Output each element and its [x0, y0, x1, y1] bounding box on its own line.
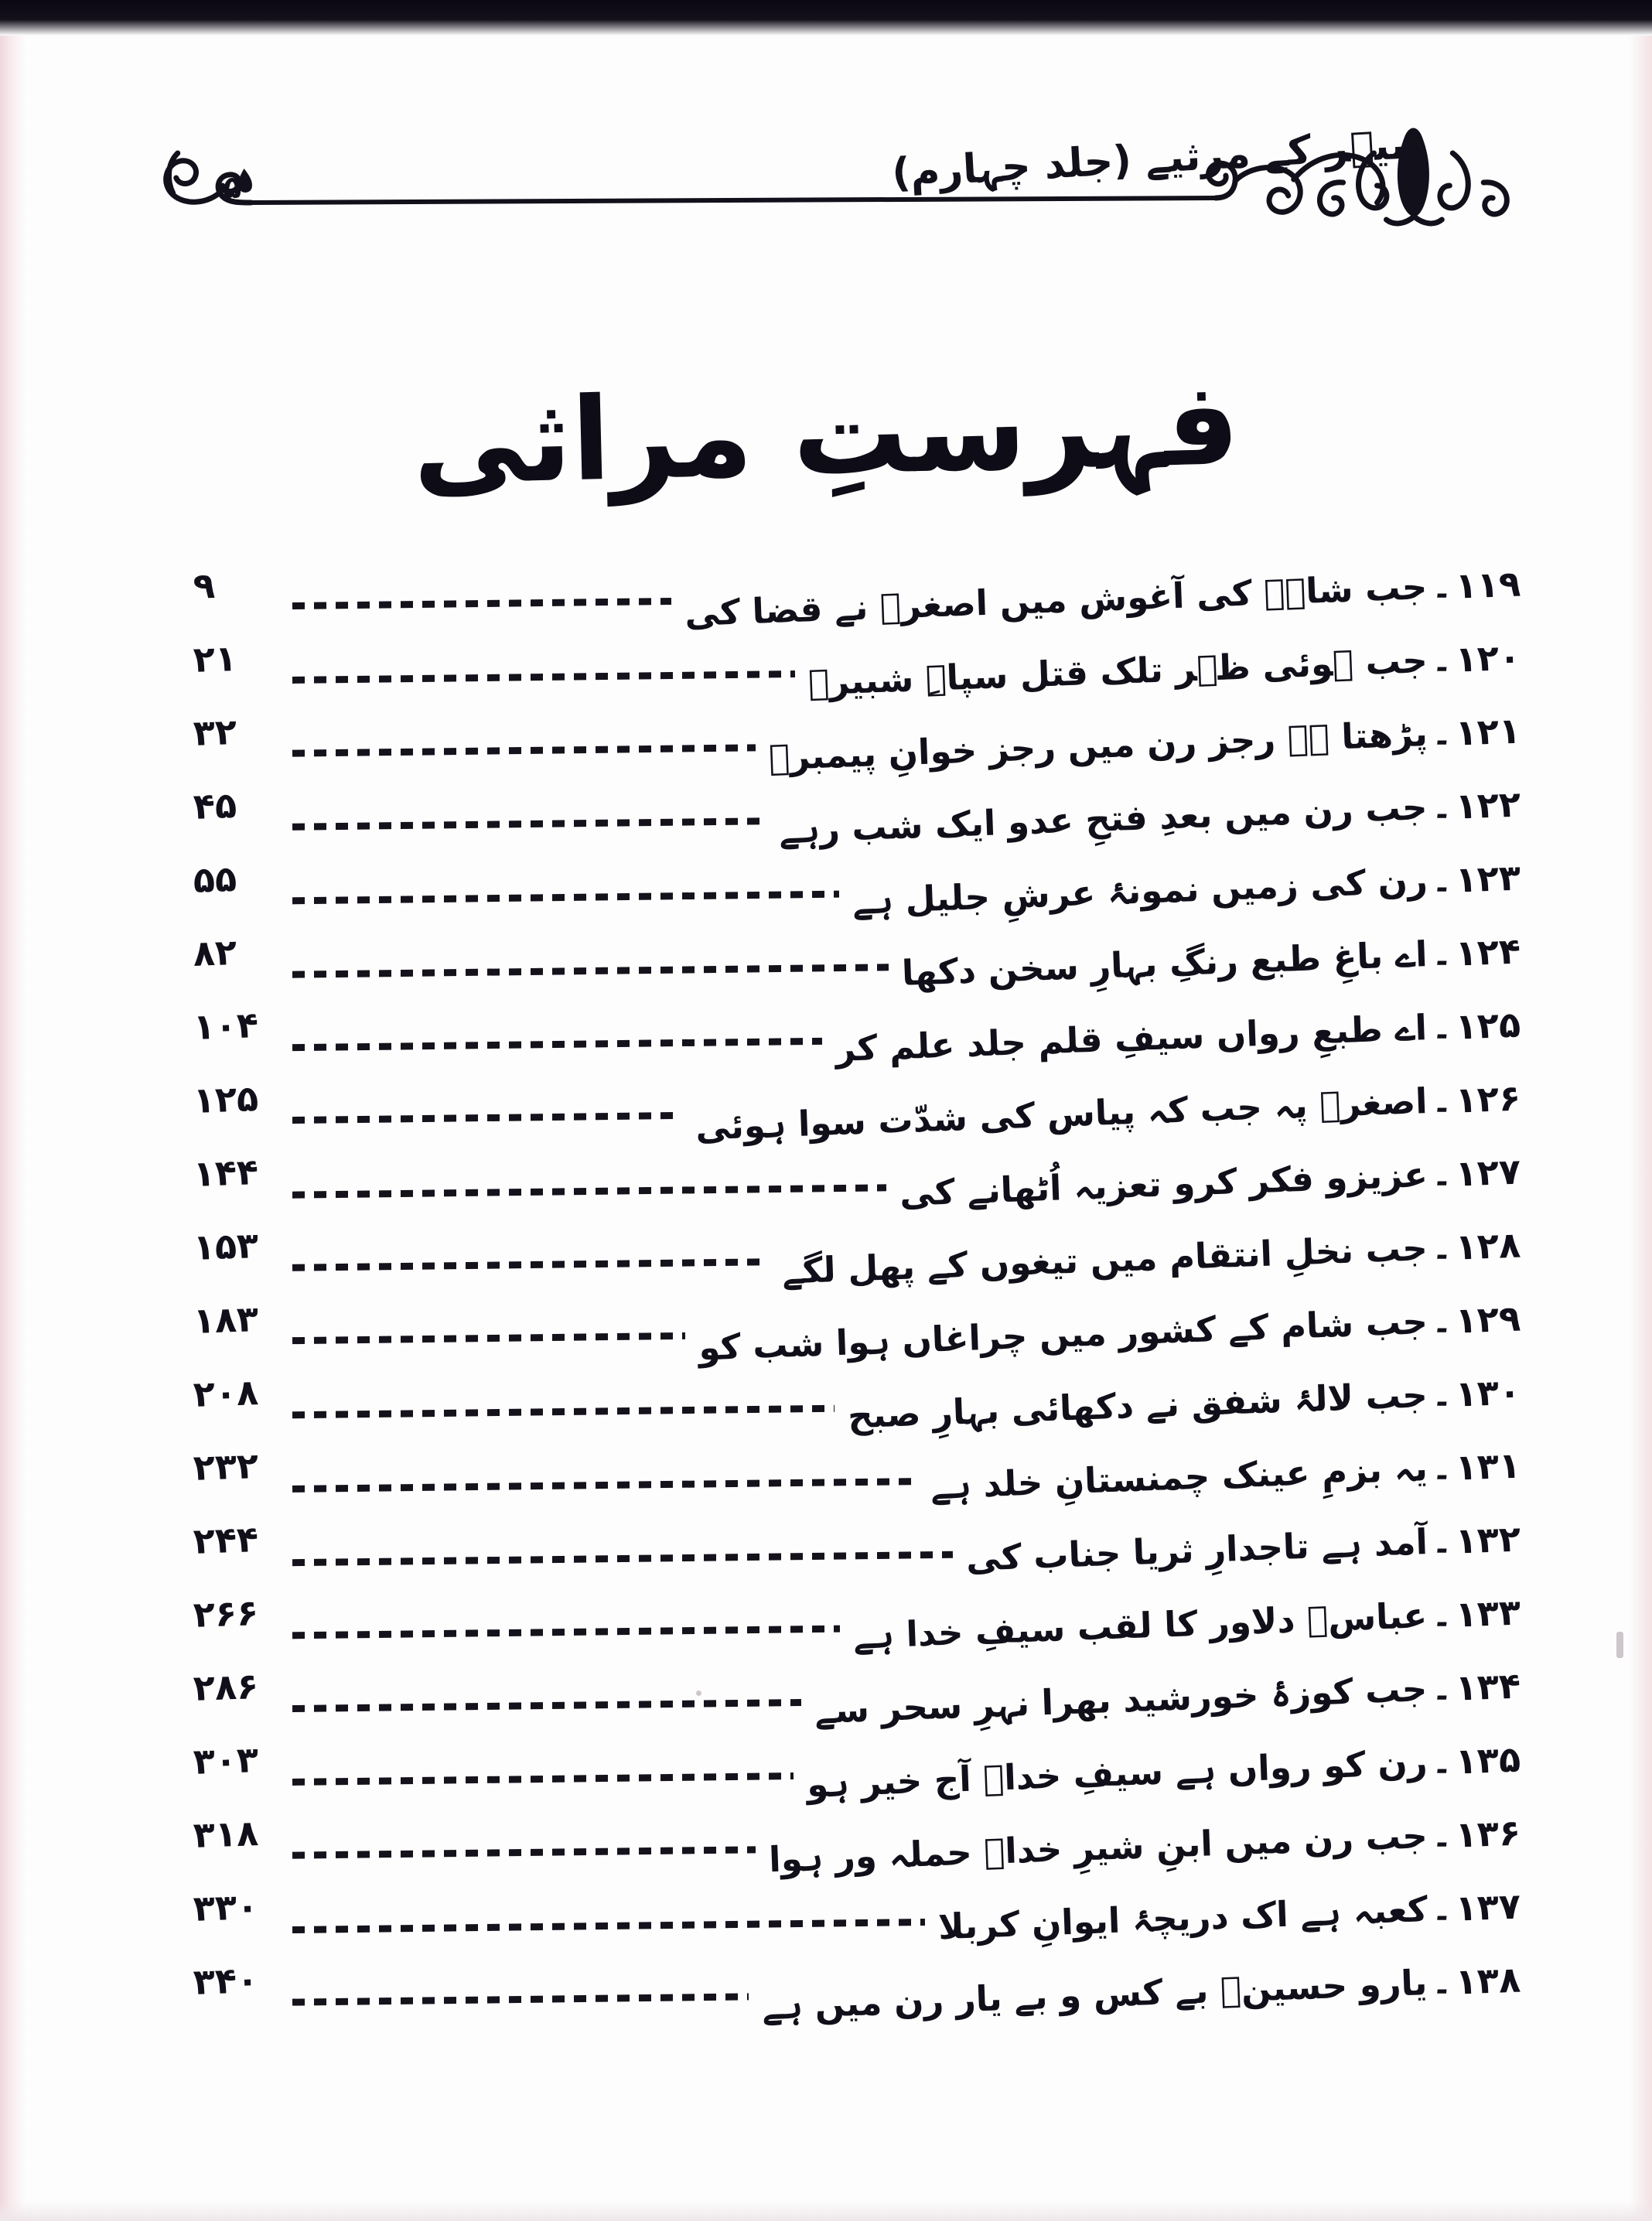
- toc-page-number: ۳۲: [192, 710, 237, 754]
- toc-dot-leader: [292, 1983, 749, 2011]
- toc-page-number: ۲۴۴: [192, 1517, 259, 1562]
- toc-entry-title: جب شام کے کشور میں چراغاں ہوا شب کو: [698, 1301, 1428, 1369]
- toc-dot-leader: [292, 1542, 953, 1570]
- toc-entry-number: ۱۲۱: [1454, 709, 1521, 754]
- toc-entry-number: ۱۳۱: [1454, 1444, 1521, 1489]
- toc-page-number: ۳۰۳: [192, 1738, 259, 1783]
- scan-artifact-right-edge: [1629, 0, 1652, 2221]
- toc-entry-number: ۱۳۲: [1454, 1517, 1521, 1562]
- toc-entry-separator: ۔: [1431, 1666, 1452, 1708]
- toc-entry-separator: ۔: [1431, 931, 1452, 973]
- toc-dot-leader: [292, 1322, 685, 1349]
- toc-page-number: ۴۵: [192, 783, 237, 827]
- toc-dot-leader: [292, 734, 756, 762]
- toc-entry-title: اصغرؑ پہ جب کہ پیاس کی شدّت سوا ہوئی: [695, 1080, 1428, 1148]
- toc-entry-title: جب ہوئی ظہر تلک قتل سپاہِ شبیرؑ: [807, 640, 1428, 704]
- toc-dot-leader: [292, 1175, 886, 1203]
- toc-entry-title: جب لالۂ شفق نے دکھائی بہارِ صبح: [847, 1374, 1428, 1437]
- toc-dot-leader: [292, 1248, 769, 1276]
- toc-row[interactable]: [192, 541, 1521, 635]
- toc-entry-number: ۱۲۴: [1454, 930, 1521, 974]
- toc-page-number: ۱۲۵: [192, 1076, 259, 1121]
- toc-entry-title: جب شاہؑ کی آغوش میں اصغرؑ نے قضا کی: [684, 566, 1428, 635]
- toc-entry-separator: ۔: [1431, 1225, 1452, 1267]
- scan-artifact-bottom-edge: [0, 2201, 1652, 2221]
- toc-entry-separator: ۔: [1431, 1813, 1452, 1854]
- toc-entry-number: ۱۳۳: [1454, 1591, 1521, 1636]
- toc-row[interactable]: [192, 1570, 1521, 1657]
- toc-page-number: ۱۰۴: [192, 1003, 259, 1048]
- toc-page-number: ۲۱: [192, 636, 237, 681]
- toc-entry-separator: ۔: [1431, 1592, 1452, 1634]
- toc-entry-number: ۱۲۹: [1454, 1297, 1521, 1342]
- toc-entry-number: ۱۲۷: [1454, 1150, 1521, 1195]
- toc-page-number: ۳۳۰: [192, 1885, 259, 1929]
- toc-entry-number: ۱۲۲: [1454, 783, 1521, 827]
- toc-entry-number: ۱۲۳: [1454, 856, 1521, 901]
- toc-entry-number: ۱۳۶: [1454, 1811, 1521, 1856]
- toc-page-number: ۹: [192, 564, 216, 607]
- toc-entry-title: عزیزو فکر کرو تعزیہ اُٹھانے کی: [898, 1154, 1428, 1215]
- toc-row[interactable]: [192, 982, 1521, 1070]
- toc-page-number: ۲۰۸: [192, 1370, 259, 1415]
- toc-entry-title: جب رن میں ابنِ شیرِ خداؑ حملہ ور ہوا: [768, 1815, 1428, 1881]
- toc-dot-leader: [292, 954, 889, 982]
- toc-dot-leader: [292, 1395, 835, 1423]
- toc-entry-number: ۱۲۶: [1454, 1076, 1521, 1121]
- toc-dot-leader: [292, 1028, 822, 1056]
- toc-dot-leader: [292, 1615, 840, 1643]
- toc-entry-title: کعبہ ہے اک دریچۂ ایوانِ کربلا: [937, 1888, 1428, 1948]
- toc-dot-leader: [292, 807, 766, 835]
- toc-page-number: ۲۳۲: [192, 1444, 259, 1489]
- toc-entry-separator: ۔: [1431, 858, 1452, 899]
- toc-entry-separator: ۔: [1431, 1151, 1452, 1193]
- page-title: فہرستِ مراثی: [411, 357, 1241, 511]
- toc-page-number: ۱۸۳: [192, 1297, 259, 1342]
- toc-entry-title: اے طبعِ رواں سیفِ قلم جلد علم کر: [835, 1007, 1428, 1070]
- toc-dot-leader: [292, 881, 839, 909]
- toc-entry-title: اے باغِ طبع رنگِ بہارِ سخن دکھا: [901, 933, 1428, 994]
- scan-speck: [1616, 1632, 1623, 1658]
- toc-entry-separator: ۔: [1431, 1739, 1452, 1781]
- toc-entry-separator: ۔: [1431, 711, 1452, 752]
- toc-entry-title: جب کوزۂ خورشید بھرا نہرِ سحر سے: [814, 1668, 1428, 1732]
- toc-page-number: ۳۱۸: [192, 1811, 259, 1856]
- toc-entry-separator: ۔: [1431, 1005, 1452, 1046]
- toc-page-number: ۸۲: [192, 930, 237, 974]
- toc-entry-separator: ۔: [1431, 1445, 1452, 1487]
- toc-dot-leader: [292, 1469, 917, 1496]
- toc-row[interactable]: [192, 1496, 1521, 1579]
- scan-artifact-left-edge: [0, 0, 26, 2221]
- toc-entry-number: ۱۱۹: [1454, 562, 1521, 607]
- folio-number: ۵: [223, 170, 242, 206]
- toc-entry-title: رن کی زمیں نمونۂ عرشِ جلیل ہے: [851, 860, 1428, 923]
- toc-entry-separator: ۔: [1431, 1519, 1452, 1561]
- toc-entry-number: ۱۳۵: [1454, 1738, 1521, 1783]
- toc-entry-number: ۱۲۵: [1454, 1003, 1521, 1048]
- toc-entry-title: یہ بزمِ عینک چمنستانِ خلد ہے: [929, 1448, 1428, 1507]
- toc-entry-separator: ۔: [1431, 637, 1452, 679]
- toc-dot-leader: [292, 1762, 794, 1790]
- toc-entry-number: ۱۳۸: [1454, 1958, 1521, 2003]
- toc-entry-separator: ۔: [1431, 564, 1452, 606]
- toc-entry-title: جب رن میں بعدِ فتحِ عدو ایک شب رہے: [778, 786, 1428, 851]
- toc-entry-separator: ۔: [1431, 1886, 1452, 1928]
- toc-entry-title: عباسؑ دلاور کا لقب سیفِ خدا ہے: [852, 1595, 1428, 1657]
- toc-entry-separator: ۔: [1431, 1078, 1452, 1120]
- toc-dot-leader: [292, 1836, 756, 1864]
- toc-entry-number: ۱۳۷: [1454, 1885, 1521, 1929]
- scan-artifact-top-edge: [0, 0, 1652, 36]
- toc-page-number: ۱۴۴: [192, 1150, 259, 1195]
- toc-dot-leader: [292, 660, 795, 688]
- toc-dot-leader: [292, 1689, 801, 1717]
- toc-page-number: ۲۶۶: [192, 1591, 259, 1636]
- toc-page-number: ۲۸۶: [192, 1664, 259, 1709]
- toc-page-number: ۵۵: [192, 857, 237, 901]
- book-title-header: دبیؔر کے مرثیے (جلد چہارم): [891, 121, 1428, 197]
- toc-page-number: ۳۴۰: [192, 1958, 259, 2003]
- toc-entry-number: ۱۲۸: [1454, 1223, 1521, 1268]
- toc-entry-separator: ۔: [1431, 1372, 1452, 1414]
- toc-entry-title: رن کو رواں ہے سیفِ خداؑ آج خیر ہو: [806, 1742, 1428, 1806]
- toc-entry-separator: ۔: [1431, 1298, 1452, 1340]
- toc-entry-title: آمد ہے تاجدارِ ثریا جناب کی: [964, 1521, 1428, 1579]
- running-header: [93, 116, 1559, 232]
- toc-row[interactable]: [192, 1937, 1521, 2028]
- toc-dot-leader: [292, 587, 671, 615]
- toc-entry-title: جب نخلِ انتقام میں تیغوں کے پھل لگے: [781, 1227, 1428, 1292]
- toc-page-number: ۱۵۳: [192, 1223, 259, 1268]
- toc-entry-title: پڑھتا ہے رجز رن میں رجز خوانِ پیمبرؐ: [768, 713, 1428, 779]
- toc-dot-leader: [292, 1101, 682, 1129]
- toc-dot-leader: [292, 1909, 925, 1937]
- toc-entry-separator: ۔: [1431, 784, 1452, 826]
- toc-entry-number: ۱۳۰: [1454, 1370, 1521, 1415]
- toc-entry-number: ۱۲۰: [1454, 636, 1521, 681]
- toc-entry-number: ۱۳۴: [1454, 1664, 1521, 1709]
- toc-entry-separator: ۔: [1431, 1960, 1452, 2001]
- table-of-contents: [192, 541, 1521, 2028]
- toc-entry-title: یارو حسینؑ بے کس و بے یار رن میں ہے: [761, 1962, 1428, 2028]
- toc-row[interactable]: [192, 1203, 1521, 1292]
